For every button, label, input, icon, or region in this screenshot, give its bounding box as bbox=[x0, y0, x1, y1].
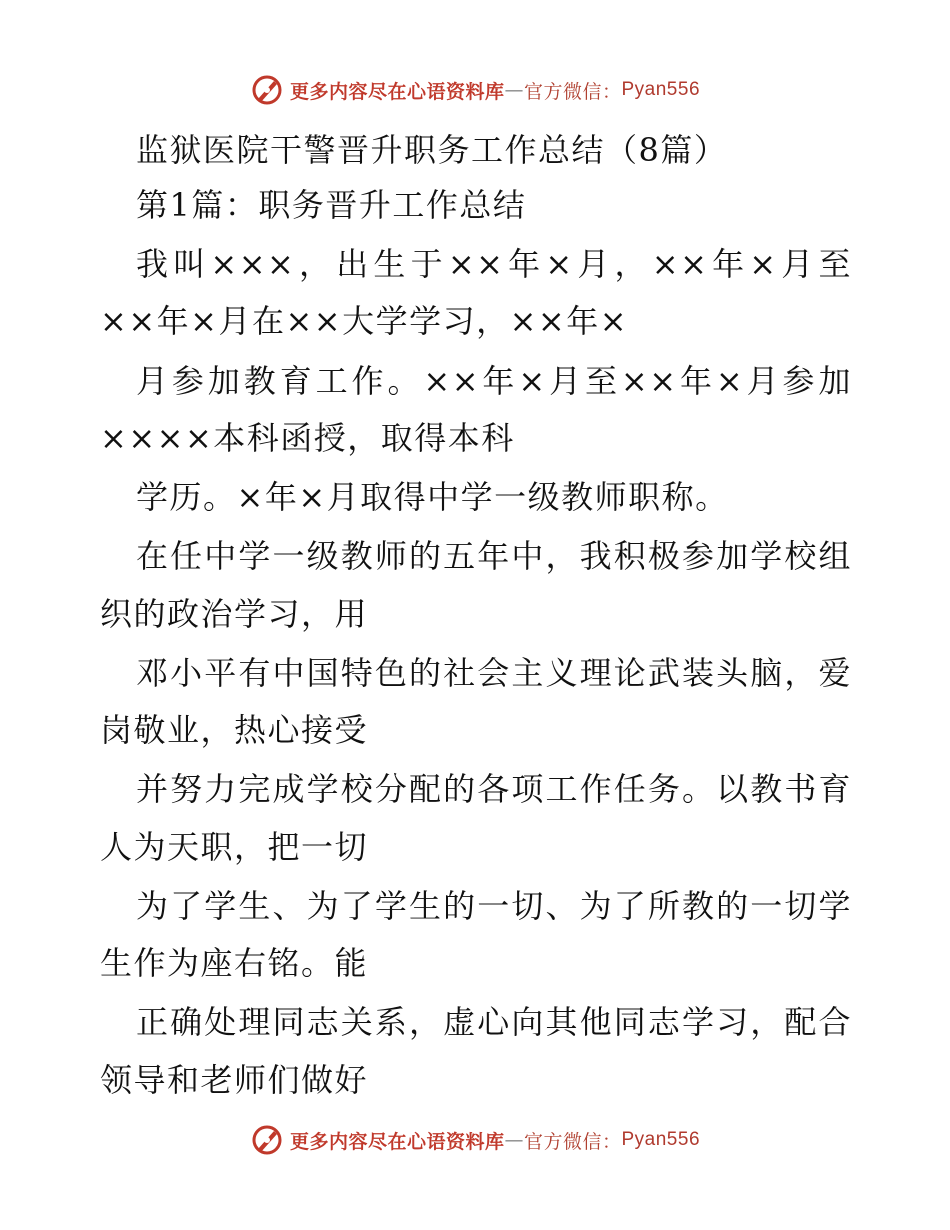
watermark-wechat-id: Pyan556 bbox=[621, 1129, 701, 1150]
watermark-wechat-label: 官方微信： bbox=[523, 1130, 622, 1153]
paragraph-line: 学历。×年×月取得中学一级教师职称。 bbox=[136, 478, 729, 516]
paragraph-line: 并努力完成学校分配的各项工作任务。以教书育 bbox=[136, 770, 852, 808]
document-title: 监狱医院干警晋升职务工作总结（8篇） bbox=[136, 131, 728, 169]
paragraph-line: 人为天职，把一切 bbox=[100, 828, 369, 866]
pen-logo-icon bbox=[250, 73, 284, 107]
watermark-brand-text: 更多内容尽在心语资料库 bbox=[289, 1130, 505, 1153]
pen-logo-icon bbox=[250, 1123, 284, 1157]
paragraph-line: 领导和老师们做好 bbox=[100, 1061, 369, 1099]
watermark-separator: — bbox=[504, 1129, 524, 1151]
paragraph-line: 正确处理同志关系，虚心向其他同志学习，配合 bbox=[136, 1003, 852, 1041]
paragraph-line: ××年×月在××大学学习，××年× bbox=[100, 302, 629, 340]
paragraph-line: ××××本科函授，取得本科 bbox=[100, 419, 515, 457]
watermark-banner-bottom bbox=[0, 1120, 950, 1160]
watermark-brand-text: 更多内容尽在心语资料库 bbox=[289, 80, 505, 103]
paragraph-line: 在任中学一级教师的五年中，我积极参加学校组 bbox=[136, 537, 852, 575]
paragraph-line: 织的政治学习，用 bbox=[100, 595, 369, 633]
section-heading: 第1篇：职务晋升工作总结 bbox=[136, 186, 527, 224]
paragraph-line: 月参加教育工作。××年×月至××年×月参加 bbox=[136, 362, 852, 400]
paragraph-line: 为了学生、为了学生的一切、为了所教的一切学 bbox=[136, 887, 852, 925]
paragraph-line: 我叫×××，出生于××年×月，××年×月至 bbox=[136, 245, 852, 283]
paragraph-line: 生作为座右铭。能 bbox=[100, 944, 369, 982]
paragraph-line: 邓小平有中国特色的社会主义理论武装头脑，爱 bbox=[136, 654, 852, 692]
watermark-separator: — bbox=[504, 79, 524, 101]
watermark-banner-top bbox=[0, 70, 950, 110]
watermark-wechat-label: 官方微信： bbox=[523, 80, 622, 103]
watermark-wechat-id: Pyan556 bbox=[621, 79, 701, 100]
paragraph-line: 岗敬业，热心接受 bbox=[100, 711, 369, 749]
